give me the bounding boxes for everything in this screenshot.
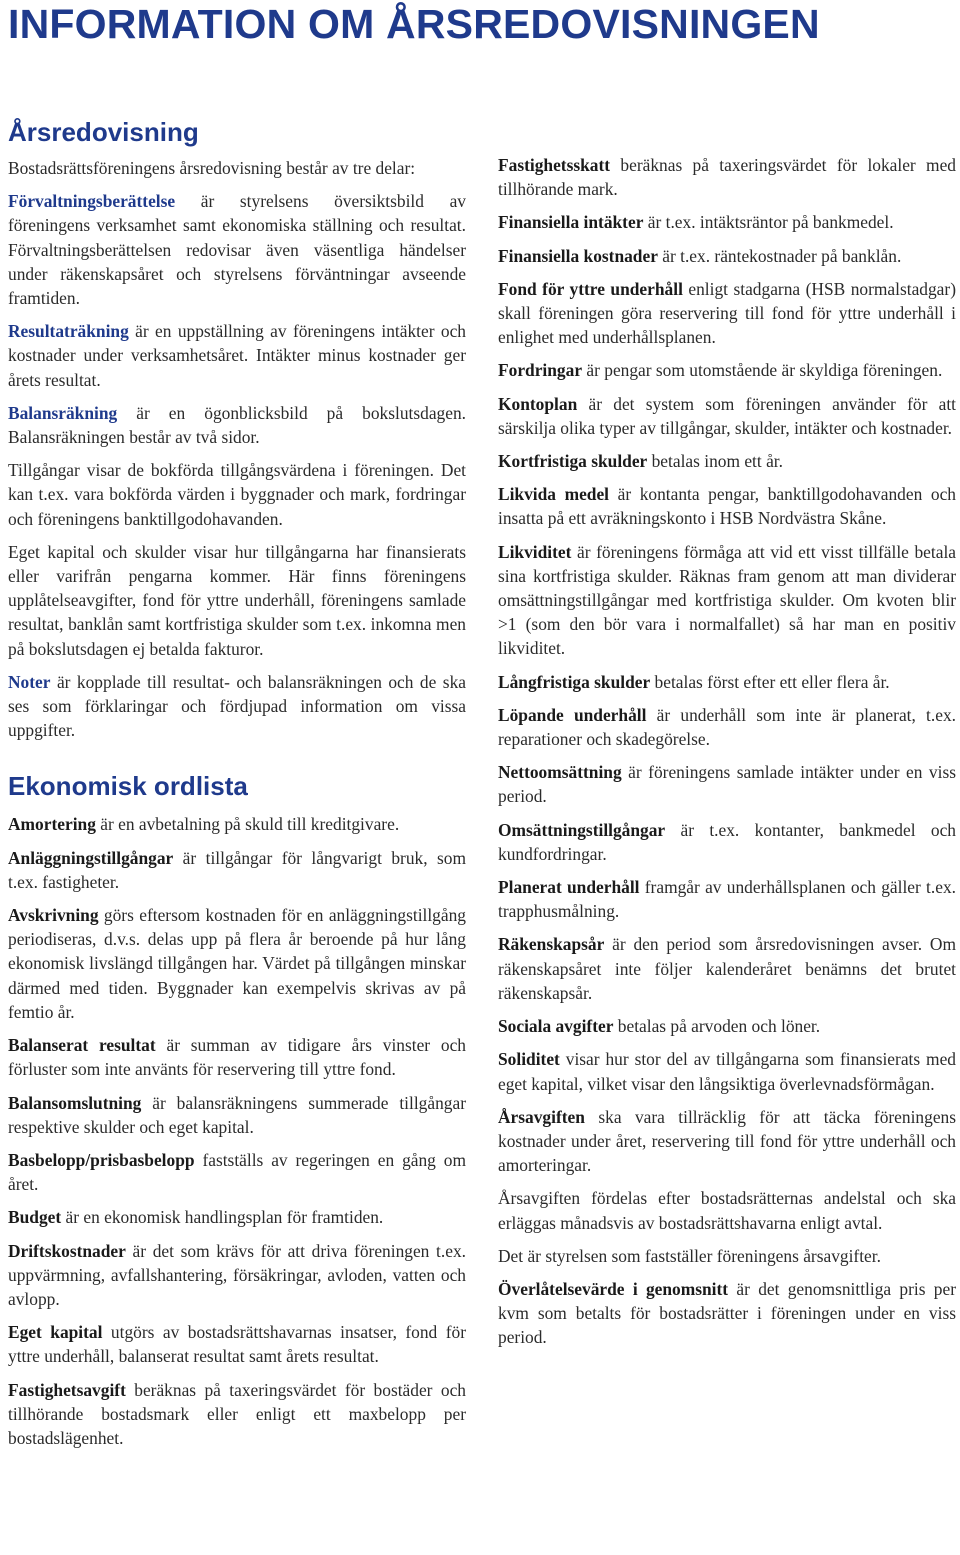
glossary-term: Omsättningstillgångar [498, 819, 666, 840]
glossary-entry [498, 1186, 956, 1234]
glossary-term: Balansomslutning [8, 1092, 142, 1113]
glossary-term: Kortfristiga skulder [498, 451, 648, 472]
glossary-term: Kontoplan [498, 393, 578, 414]
glossary-definition: är t.ex. intäktsräntor på bankmedel. [643, 212, 894, 233]
glossary-definition: Det är styrelsen som fastställer föreningens årsavgifter. [498, 1245, 881, 1266]
glossary-term: Fordringar [498, 360, 583, 381]
glossary-definition: är det som krävs för att driva föreningen t.ex. uppvärmning, avfallshantering, försäkringar, avloden, vatten och avlopp. [8, 1240, 466, 1309]
definition-text: är en ögonblicksbild på bokslutsdagen. Balansräkningen består av två sidor. [8, 402, 466, 448]
glossary-definition: är en avbetalning på skuld till kreditgivare. [95, 814, 400, 835]
glossary-term: Budget [8, 1207, 62, 1228]
glossary-definition: enligt stadgarna (HSB normalstadgar) skall föreningen göra reservering till fond för yttre underhåll i enlighet med underhållsplanen. [498, 278, 956, 348]
glossary-left-list [8, 812, 466, 1450]
glossary-term: Nettoomsättning [498, 762, 622, 783]
glossary-entry [498, 760, 956, 808]
definition-forvaltningsberattelse [8, 189, 466, 310]
glossary-definition: är t.ex. räntekostnader på banklån. [657, 245, 902, 266]
glossary-entry [498, 449, 956, 473]
glossary-term: Överlåtelsevärde i genomsnitt [498, 1278, 729, 1299]
glossary-term: Fond för yttre underhåll [498, 278, 683, 299]
glossary-definition: är föreningens förmåga att vid ett visst tillfälle betala sina kortfristiga skulder. Räknas fram genom att man dividerar omsättningstillgångar med kortfristiga skulder. Om kvoten blir >1 (som den bör vara i normalfallet) så har man en positiv likviditet. [498, 541, 956, 659]
glossary-entry [498, 1244, 956, 1268]
glossary-term: Basbelopp/prisbasbelopp [8, 1149, 195, 1170]
glossary-entry [498, 358, 956, 382]
page-title: INFORMATION OM ÅRSREDOVISNINGEN [8, 1, 820, 47]
definition-text: är styrelsens översiktsbild av föreningens verksamhet samt ekonomiska ställning och resultat. Förvaltningsberättelsen redovisar även väsentliga händelser under räkenskapsåret och styrelsens förväntningar avseende framtiden. [8, 191, 466, 309]
section-heading-arsredovisning: Årsredovisning [8, 117, 199, 147]
glossary-term: Fastighetsavgift [8, 1379, 126, 1400]
definition-balansrakning [8, 401, 466, 449]
glossary-definition: fastställs av regeringen en gång om året. [8, 1149, 466, 1195]
glossary-right-list [498, 153, 956, 1350]
glossary-entry [498, 244, 956, 268]
glossary-definition: är det genomsnittliga pris per kvm som betalts för bostadsrätter i föreningen under en viss period. [498, 1278, 956, 1348]
term: Noter [8, 671, 51, 692]
term: Balansräkning [8, 402, 118, 423]
glossary-term: Soliditet [498, 1049, 560, 1070]
glossary-term: Anläggningstillgångar [8, 847, 174, 868]
paragraph-tillgangar: Tillgångar visar de bokförda tillgångsvärdena i föreningen. Det kan t.ex. vara bokförda värden i byggnader och mark, fordringar och föreningens banktillgodohavanden. [8, 460, 466, 529]
glossary-entry [498, 210, 956, 234]
glossary-definition: är det system som föreningen använder för att särskilja olika typer av tillgångar, skulder, intäkter och kostnader. [498, 393, 956, 438]
glossary-term: Eget kapital [8, 1322, 103, 1343]
glossary-entry [498, 540, 956, 661]
glossary-definition: är balansräkningens summerade tillgångar respektive skulder och eget kapital. [8, 1092, 466, 1137]
glossary-entry [498, 277, 956, 350]
glossary-entry [498, 482, 956, 530]
term: Resultaträkning [8, 321, 129, 342]
glossary-definition: är en ekonomisk handlingsplan för framtiden. [61, 1207, 384, 1228]
glossary-entry [8, 1205, 466, 1229]
glossary-entry [8, 1239, 466, 1312]
glossary-entry [8, 1033, 466, 1081]
definition-text: är en uppställning av föreningens intäkter och kostnader under verksamhetsåret. Intäkter minus kostnader ger årets resultat. [8, 321, 466, 390]
glossary-definition: är kontanta pengar, banktillgodohavanden och insatta på ett avräkningskonto i HSB Nordvästra Skåne. [498, 484, 956, 529]
glossary-entry [498, 1047, 956, 1095]
glossary-entry [498, 875, 956, 923]
glossary-entry [498, 392, 956, 440]
glossary-definition: är summan av tidigare års vinster och förluster som inte använts för reservering till yttre fond. [8, 1035, 466, 1080]
glossary-definition: är föreningens samlade intäkter under en viss period. [498, 762, 956, 807]
glossary-term: Driftskostnader [8, 1240, 126, 1261]
glossary-definition: är t.ex. kontanter, bankmedel och kundfordringar. [498, 819, 956, 864]
glossary-definition: är underhåll som inte är planerat, t.ex. reparationer och skadegörelse. [498, 704, 956, 750]
definition-text: är kopplade till resultat- och balansräkningen och de ska ses som förklaringar och fördjupad information om vissa uppgifter. [8, 671, 466, 741]
glossary-entry [498, 1014, 956, 1038]
term: Förvaltningsberättelse [8, 191, 176, 212]
glossary-definition: är den period som årsredovisningen avser. Om räkenskapsåret inte följer kalenderåret benämns det brutet räkenskapsår. [498, 934, 956, 1003]
glossary-term: Sociala avgifter [498, 1016, 614, 1037]
glossary-definition: betalas inom ett år. [647, 451, 783, 472]
left-column [8, 116, 466, 1459]
glossary-entry [8, 1378, 466, 1451]
definition-noter [8, 670, 466, 743]
glossary-definition: beräknas på taxeringsvärdet för lokaler med tillhörande mark. [498, 155, 956, 200]
glossary-term: Avskrivning [8, 905, 99, 926]
glossary-term: Löpande underhåll [498, 704, 647, 725]
glossary-entry [8, 812, 466, 836]
glossary-term: Årsavgiften [498, 1106, 585, 1127]
glossary-definition: visar hur stor del av tillgångarna som finansierats med eget kapital, vilket visar den långsiktiga överlevnadsförmågan. [498, 1049, 956, 1094]
glossary-entry [8, 1148, 466, 1196]
glossary-entry [498, 153, 956, 201]
glossary-entry [8, 1320, 466, 1368]
glossary-definition: är tillgångar för långvarigt bruk, som t.ex. fastigheter. [8, 847, 466, 892]
glossary-entry [498, 1105, 956, 1178]
glossary-definition: utgörs av bostadsrättshavarnas insatser, fond för yttre underhåll, balanserat resultat samt årets resultat. [8, 1322, 466, 1367]
glossary-term: Balanserat resultat [8, 1035, 156, 1056]
glossary-definition: betalas först efter ett eller flera år. [650, 671, 890, 692]
paragraph-eget-kapital: Eget kapital och skulder visar hur tillgångarna har finansierats eller varifrån pengarna kommer. Här finns föreningens upplåtelseavgifter, fond för yttre underhåll, föreningens samlade resultat, banklån samt kortfristiga skulder som t.ex. inkomna men på bokslutsdagen ej betalda fakturor. [8, 541, 466, 659]
glossary-entry [8, 1091, 466, 1139]
glossary-entry [498, 932, 956, 1005]
glossary-term: Finansiella intäkter [498, 212, 644, 233]
glossary-term: Planerat underhåll [498, 877, 640, 898]
glossary-entry [8, 903, 466, 1024]
glossary-definition: framgår av underhållsplanen och gäller t.ex. trapphusmålning. [498, 877, 956, 922]
section-heading-ordlista: Ekonomisk ordlista [8, 771, 248, 802]
glossary-entry [8, 846, 466, 894]
glossary-definition: betalas på arvoden och löner. [613, 1016, 821, 1037]
glossary-term: Likviditet [498, 541, 572, 562]
glossary-term: Amortering [8, 814, 96, 835]
glossary-definition: Årsavgiften fördelas efter bostadsrätternas andelstal och ska erläggas månadsvis av bostadsrättshavarna enligt avtal. [498, 1188, 956, 1233]
glossary-entry [498, 703, 956, 751]
intro-paragraph: Bostadsrättsföreningens årsredovisning består av tre delar: [8, 158, 416, 178]
glossary-term: Räkenskapsår [498, 934, 605, 955]
glossary-definition: är pengar som utomstående är skyldiga föreningen. [582, 360, 943, 381]
glossary-term: Likvida medel [498, 484, 610, 505]
glossary-entry [498, 818, 956, 866]
glossary-term: Långfristiga skulder [498, 671, 651, 692]
glossary-term: Finansiella kostnader [498, 245, 658, 266]
right-column [498, 153, 956, 1359]
glossary-definition: ska vara tillräcklig för att täcka föreningens kostnader under året, reservering till fond för yttre underhåll och amorteringar. [498, 1106, 956, 1176]
glossary-entry [498, 670, 956, 694]
glossary-term: Fastighetsskatt [498, 155, 611, 175]
glossary-entry [498, 1277, 956, 1350]
definition-resultatrakning [8, 319, 466, 392]
glossary-definition: beräknas på taxeringsvärdet för bostäder och tillhörande bostadsmark eller enligt ett maxbelopp per bostadslägenhet. [8, 1379, 466, 1448]
glossary-definition: görs eftersom kostnaden för en anläggningstillgång periodiseras, d.v.s. delas upp på flera år beroende på hur lång ekonomisk livslängd tillgången har. Värdet på tillgången minskar därmed med tiden. Byggnader kan exempelvis skrivas av på femtio år. [8, 905, 466, 1022]
